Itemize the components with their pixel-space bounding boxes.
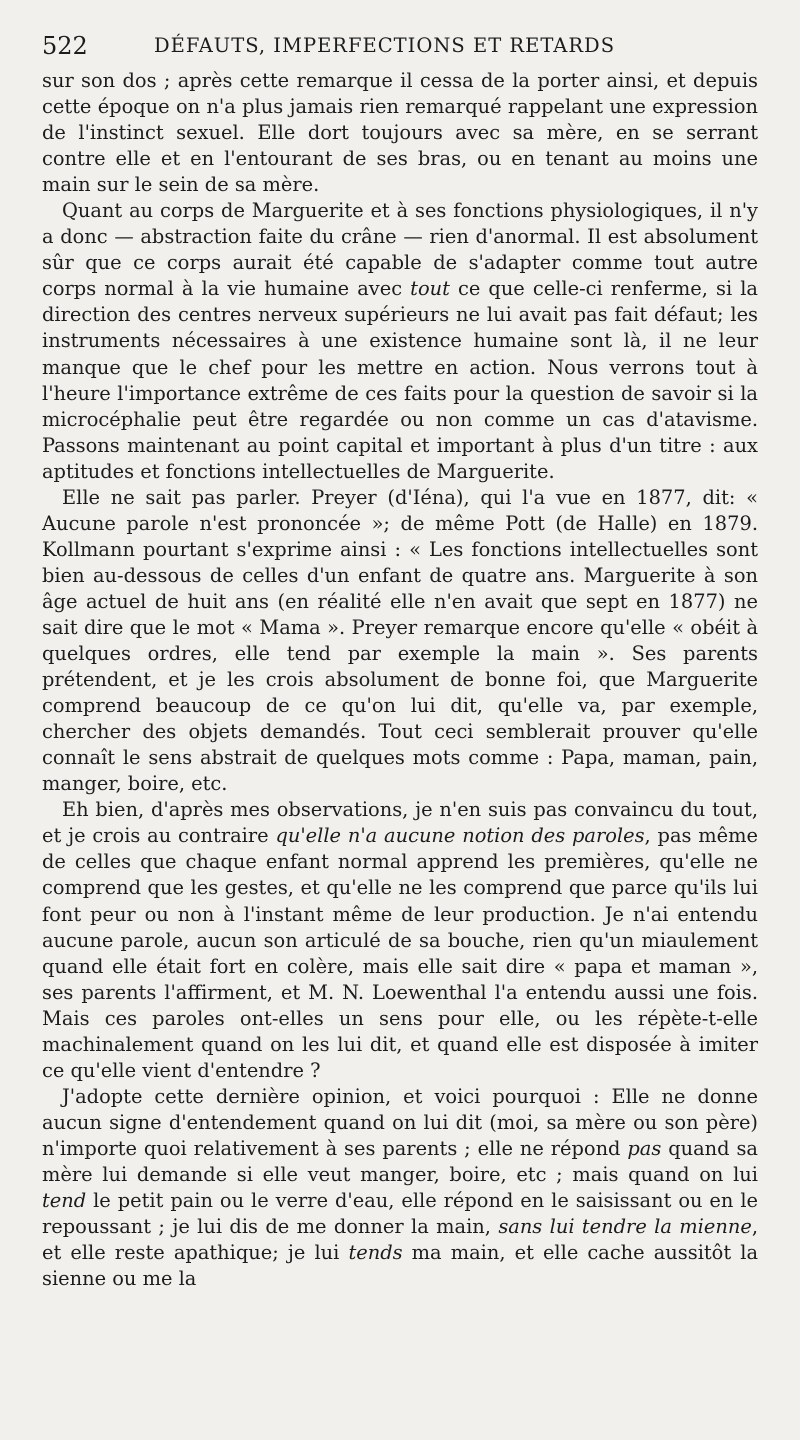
text-segment: Elle ne sait pas parler. Preyer (d'Iéna), qui l'a vue en 1877, dit: « Aucune parole n'est prononcée »; de même Pott (de Halle) en 1879. Kollmann pourtant s'exprime ainsi : « Les fonctions intellectuelles sont bien au-dessous de celles d'un enfant de quatre ans. Marguerite à son âge actuel de huit ans (en réalité elle n'en avait que sept en 1877) ne sait dire que le mot « Mama ». Preyer remarque encore qu'elle « obéit à quelques ordres, elle tend par exemple la main ». Ses parents prétendent, et je les crois absolument de bonne foi, que Marguerite comprend beaucoup de ce qu'on lui dit, qu'elle va, par exemple, chercher des objets demandés. Tout ceci semblerait prouver qu'elle connaît le sens abstrait de quelques mots comme : Papa, maman, pain, manger, boire, etc. (42, 485, 758, 796)
italic-segment: qu'elle n'a aucune notion des paroles (275, 824, 645, 848)
paragraph-4 (42, 797, 758, 1084)
paragraph-5 (42, 1084, 758, 1292)
text-segment: , et elle reste apathique; je lui (42, 1215, 758, 1265)
body-text (42, 68, 758, 1292)
paragraph-2 (42, 198, 758, 485)
book-page (42, 20, 758, 1430)
text-segment: , pas même de celles que chaque enfant normal apprend les premières, qu'elle ne comprend que les gestes, et qu'elle ne les comprend que parce qu'ils lui font peur ou non à l'instant même de leur production. Je n'ai entendu aucune parole, aucun son articulé de sa bouche, rien qu'un miaulement quand elle était fort en colère, mais elle sait dire « papa et maman », ses parents l'affirment, et M. N. Loewenthal l'a entendu aussi une fois. Mais ces paroles ont-elles un sens pour elle, ou les répète-t-elle machinalement quand on les lui dit, et quand elle est disposée à imiter ce qu'elle vient d'entendre ? (42, 824, 758, 1082)
italic-segment: sans lui tendre la mienne (498, 1215, 752, 1239)
text-segment: sur son dos ; après cette remarque il cessa de la porter ainsi, et depuis cette époque on n'a plus jamais rien remarqué rappelant une expression de l'instinct sexuel. Elle dort toujours avec sa mère, en se serrant contre elle et en l'entourant de ses bras, ou en tenant au moins une main sur le sein de sa mère. (42, 69, 758, 197)
italic-segment: pas (627, 1136, 662, 1160)
paragraph-3 (42, 485, 758, 798)
running-head (42, 20, 758, 68)
text-segment: le petit pain ou le verre d'eau, elle répond en le saisissant ou en le repoussant ; je lui dis de me donner la main, (42, 1189, 758, 1239)
running-title: DÉFAUTS, IMPERFECTIONS ET RETARDS (154, 34, 616, 57)
text-segment: quand sa mère lui demande si elle veut manger, boire, etc ; mais quand on lui (42, 1136, 758, 1186)
text-segment: Quant au corps de Marguerite et à ses fonctions physiologiques, il n'y a donc — abstraction faite du crâne — rien d'anormal. Il est absolument sûr que ce corps aurait été capable de s'adapter comme tout autre corps normal à la vie humaine avec (42, 199, 758, 301)
text-segment: J'adopte cette dernière opinion, et voici pourquoi : Elle ne donne aucun signe d'entendement quand on lui dit (moi, sa mère ou son père) n'importe quoi relativement à ses parents ; elle ne répond (42, 1084, 758, 1160)
paragraph-1 (42, 68, 758, 198)
italic-segment: tout (410, 277, 450, 301)
italic-segment: tend (42, 1189, 87, 1213)
text-segment: ce que celle-ci renferme, si la direction des centres nerveux supérieurs ne lui avait pas fait défaut; les instruments nécessaires à une existence humaine sont là, il ne leur manque que le chef pour les mettre en action. Nous verrons tout à l'heure l'importance extrême de ces faits pour la question de savoir si la microcéphalie peut être regardée ou non comme un cas d'atavisme. Passons maintenant au point capital et important à plus d'un titre : aux aptitudes et fonctions intellectuelles de Marguerite. (42, 277, 758, 483)
text-segment: ma main, et elle cache aussitôt la sienne ou me la (42, 1241, 759, 1291)
page-number: 522 (42, 32, 88, 60)
text-segment: Eh bien, d'après mes observations, je n'en suis pas convaincu du tout, et je crois au contraire (42, 798, 758, 848)
italic-segment: tends (348, 1241, 403, 1265)
